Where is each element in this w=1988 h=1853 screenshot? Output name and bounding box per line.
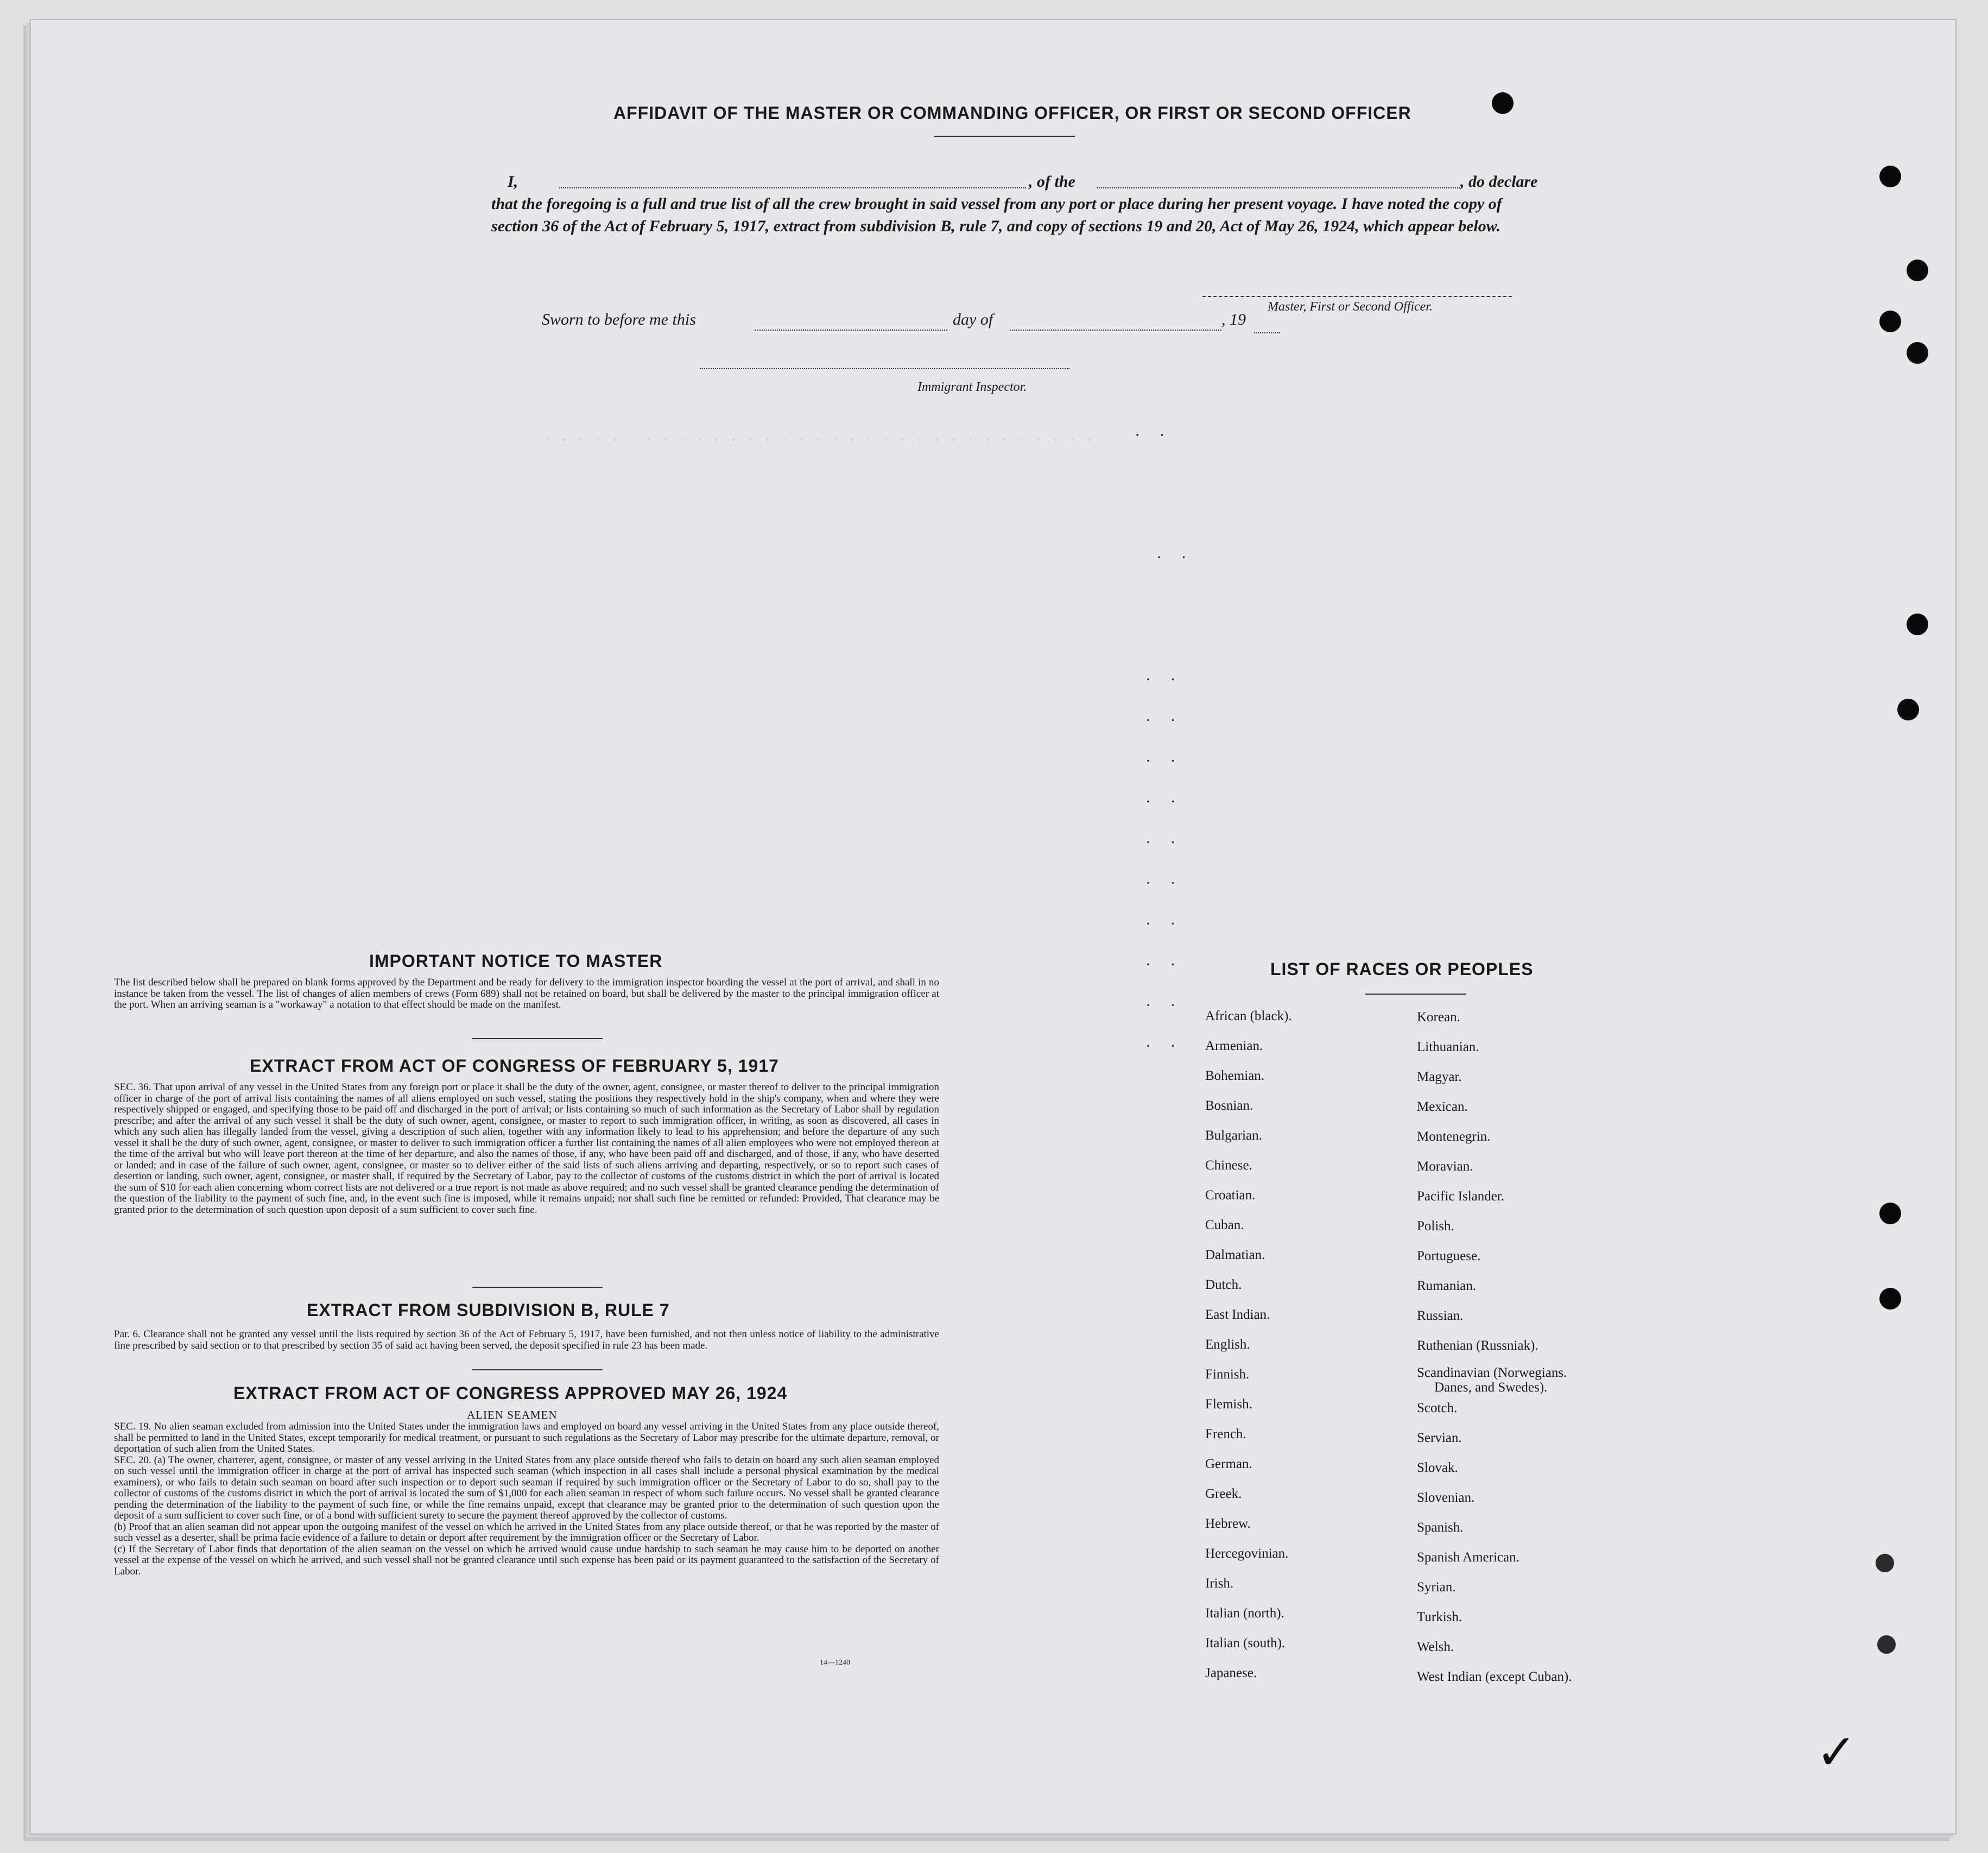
divider: [472, 1038, 603, 1039]
race-item: Montenegrin.: [1417, 1129, 1491, 1144]
race-item: Slovenian.: [1417, 1490, 1475, 1505]
race-item: African (black).: [1205, 1009, 1292, 1023]
dot-leader: · ·: [1145, 956, 1183, 973]
sworn-year-blank: [1254, 332, 1280, 333]
punch-hole: [1492, 92, 1514, 114]
race-item: Irish.: [1205, 1576, 1234, 1591]
punch-hole: [1897, 699, 1919, 720]
master-signature-label: Master, First or Second Officer.: [1268, 300, 1433, 314]
race-item: Lithuanian.: [1417, 1040, 1479, 1054]
race-item: Magyar.: [1417, 1070, 1462, 1084]
race-item: Syrian.: [1417, 1580, 1456, 1595]
race-item: East Indian.: [1205, 1307, 1270, 1322]
race-item: Polish.: [1417, 1219, 1454, 1234]
races-title: LIST OF RACES OR PEOPLES: [1270, 959, 1534, 979]
sec20c-text: (c) If the Secretary of Labor finds that deportation of the alien seaman on the vessel on which he arrived would cause undue hardship to such seaman he may cause him to be deported on another vessel at the expense of the vessel on which he arrived, and such vessel shall not be granted clearance until such expense has been paid or its payment guaranteed to the satisfaction of the Secretary of Labor.: [114, 1543, 939, 1577]
race-item: Scandinavian (Norwegians.: [1417, 1365, 1567, 1380]
divider: [472, 1287, 603, 1288]
race-item: Chinese.: [1205, 1158, 1252, 1173]
race-item: Portuguese.: [1417, 1249, 1481, 1263]
race-item: Greek.: [1205, 1487, 1242, 1501]
dot-leader: · ·: [1135, 426, 1173, 444]
race-item: Spanish American.: [1417, 1550, 1520, 1565]
extract-1917-title: EXTRACT FROM ACT OF CONGRESS OF FEBRUARY 5, 1917: [250, 1056, 779, 1076]
race-item: Bulgarian.: [1205, 1128, 1262, 1143]
race-item: Moravian.: [1417, 1159, 1473, 1174]
race-item: Servian.: [1417, 1431, 1462, 1445]
inspector-label: Immigrant Inspector.: [917, 380, 1027, 394]
race-item: Scotch.: [1417, 1401, 1458, 1415]
race-item: German.: [1205, 1457, 1252, 1471]
inspector-signature-line: [700, 368, 1069, 369]
race-item: Slovak.: [1417, 1460, 1458, 1475]
race-item: French.: [1205, 1427, 1246, 1441]
race-item: West Indian (except Cuban).: [1417, 1669, 1572, 1684]
race-item: Dalmatian.: [1205, 1248, 1265, 1262]
race-item: Japanese.: [1205, 1666, 1257, 1680]
race-item: Hercegovinian.: [1205, 1546, 1289, 1561]
dot-leader: · ·: [1145, 752, 1183, 770]
affidavit-title: AFFIDAVIT OF THE MASTER OR COMMANDING OFFICER, OR FIRST OR SECOND OFFICER: [613, 103, 1411, 123]
punch-hole: [1907, 342, 1928, 364]
sec20a-text: SEC. 20. (a) The owner, charterer, agent, consignee, or master of any vessel arriving in the United States from any place outside thereof who fails to detain on board any such alien seaman employed on such vessel until the immigration officer in charge at the port of arrival has inspected such seaman (which inspection in all cases shall include a personal physical examination by the medical examiners), or who fails to detain such seaman on board after such inspection or to deport such seaman if required by such immigration officer or the Secretary of Labor to do so, shall pay to the collector of customs of the customs district in which the port of arrival is located the sum of $1,000 for each alien seaman in respect of whom such failure occurs. No vessel shall be granted clearance pending the determination of the liability to the payment of such fine, or while the fine remains unpaid, except that clearance may be granted prior to the determination of such question upon the deposit of a sum sufficient to cover such fine, or of a bond with sufficient surety to secure the payment thereof approved by the collector of customs.: [114, 1454, 939, 1521]
race-item: Bosnian.: [1205, 1098, 1253, 1113]
name-blank: [559, 187, 1026, 188]
sec19-text: SEC. 19. No alien seaman excluded from admission into the United States under the immigration laws and employed on board any vessel arriving in the United States from any place outside thereof, shall be permitted to land in the United States, except temporarily for medical treatment, or pursuant to such regulations as the Secretary of Labor may prescribe for the ultimate departure, removal, or deportation of such alien from the United States.: [114, 1421, 939, 1454]
affidavit-i-label: I,: [508, 173, 518, 191]
race-item: Turkish.: [1417, 1610, 1462, 1624]
race-item: Russian.: [1417, 1308, 1464, 1323]
sworn-year: , 19: [1221, 311, 1246, 328]
extract-1917-body: SEC. 36. That upon arrival of any vessel in the United States from any foreign port or place it shall be the duty of the owner, agent, consignee, or master thereof to deliver to the principal immigration officer in charge of the port of arrival lists containing the names of all aliens employed on such vessel, stating the positions they respectively hold in the ship's company, when and where they were respectively shipped or engaged, and specifying those to be paid off and discharged in the port of arrival; or lists containing so much of such information as the Secretary of Labor shall by regulation prescribe; and after the arrival of any such vessel it shall be the duty of such owner, agent, consignee, or master to report to such immigration officer, in writing, as soon as discovered, all cases in which any such alien has illegally landed from the vessel, giving a description of such alien, together with any information likely to lead to his apprehension; and before the departure of any such vessel it shall be the duty of such owner, agent, consignee, or master to deliver to such immigration officer a further list containing the names of all alien employees who were not employed thereon at the time of the arrival but who will leave port thereon at the time of her departure, and also the names of those, if any, who have been paid off and discharged, and of those, if any, who have deserted or landed; and in case of the failure of such owner, agent, consignee, or master so to deliver either of the said lists of such aliens arriving and departing, respectively, or so to report such cases of desertion or landing, such owner, agent, consignee, or master shall, if required by the Secretary of Labor, pay to the collector of customs of the customs district in which the port of arrival is located the sum of $10 for each alien concerning whom correct lists are not delivered or a true report is not made as above required; and no such vessel shall be granted clearance pending the determination of the question of the liability to the payment of such fine, and, in the event such fine is imposed, while it remains unpaid; nor shall such fine be remitted or refunded: Provided, That clearance may be granted prior to the determination of such question upon deposit of a sum sufficient to cover such fine.: [114, 1082, 939, 1216]
race-item: Mexican.: [1417, 1099, 1468, 1114]
sworn-month-blank: [1010, 330, 1221, 331]
punch-hole: [1879, 166, 1901, 187]
dot-leader: · ·: [1145, 915, 1183, 933]
form-number: 14—1240: [820, 1659, 850, 1667]
bleed-through-text: . . . . . . . . . . . . . . . . . . . . . . . . . . . . . . . . .: [543, 429, 1094, 445]
race-item: Ruthenian (Russniak).: [1417, 1338, 1539, 1353]
notice-title: IMPORTANT NOTICE TO MASTER: [369, 951, 663, 971]
sworn-day-blank: [755, 330, 947, 331]
affidavit-of-the-label: , of the: [1029, 173, 1075, 191]
dot-leader: · ·: [1145, 711, 1183, 729]
sworn-prefix: Sworn to before me this: [542, 311, 696, 328]
dot-leader: · ·: [1145, 874, 1183, 892]
punch-hole: [1907, 614, 1928, 635]
race-item: Flemish.: [1205, 1397, 1252, 1412]
extract-1924-body: [114, 1421, 939, 1577]
vessel-blank: [1097, 187, 1460, 188]
sworn-day-of: day of: [953, 311, 993, 328]
dot-leader: · ·: [1145, 996, 1183, 1014]
divider: [1365, 994, 1466, 995]
sec20b-text: (b) Proof that an alien seaman did not appear upon the outgoing manifest of the vessel on which he arrived in the United States from any place outside thereof, or that he was reported by the master of such vessel as a deserter, shall be prima facie evidence of a failure to detain or deport after requirement by the immigration officer or the Secretary of Labor.: [114, 1521, 939, 1544]
race-item: Bohemian.: [1205, 1068, 1265, 1083]
affidavit-paragraph: that the foregoing is a full and true list of all the crew brought in said vessel from any port or place during her present voyage. I have noted the copy of section 36 of the Act of February 5, 1917, extract from subdivision B, rule 7, and copy of sections 19 and 20, Act of May 26, 1924, which appear below.: [491, 195, 1502, 235]
race-item: Pacific Islander.: [1417, 1189, 1505, 1204]
punch-hole: [1877, 1635, 1896, 1654]
signature-line: [1202, 296, 1512, 297]
race-item: Italian (south).: [1205, 1636, 1286, 1650]
extract-1924-title: EXTRACT FROM ACT OF CONGRESS APPROVED MAY 26, 1924: [233, 1383, 788, 1403]
extract-rule7-title: EXTRACT FROM SUBDIVISION B, RULE 7: [307, 1300, 670, 1320]
race-item: Rumanian.: [1417, 1279, 1477, 1293]
race-item: Welsh.: [1417, 1640, 1454, 1654]
dot-leader: · ·: [1145, 1037, 1183, 1055]
handwritten-check-mark: ✓: [1816, 1724, 1857, 1781]
race-item: Italian (north).: [1205, 1606, 1284, 1621]
punch-hole: [1876, 1554, 1894, 1572]
race-item: English.: [1205, 1337, 1250, 1352]
race-item: Finnish.: [1205, 1367, 1250, 1382]
divider: [934, 136, 1075, 137]
dot-leader: · ·: [1145, 671, 1183, 688]
dot-leader: · ·: [1145, 793, 1183, 811]
race-item: Armenian.: [1205, 1039, 1263, 1053]
divider: [472, 1369, 603, 1370]
dot-leader: · ·: [1145, 833, 1183, 851]
punch-hole: [1907, 260, 1928, 281]
race-item: Cuban.: [1205, 1218, 1244, 1232]
notice-body: The list described below shall be prepared on blank forms approved by the Department and be ready for delivery to the immigration inspector boarding the vessel at the port of arrival, and shall in no instance be taken from the vessel. The list of changes of alien members of crews (Form 689) shall not be retained on board, but shall be delivered by the master to the principal immigration officer at the port. When an arriving seaman is a "workaway" a notation to that effect should be made on the manifest.: [114, 977, 939, 1010]
alien-seamen-subtitle: ALIEN SEAMEN: [467, 1408, 558, 1421]
affidavit-declare-label: , do declare: [1460, 173, 1538, 191]
extract-rule7-body: Par. 6. Clearance shall not be granted any vessel until the lists required by section 36 of the Act of February 5, 1917, have been furnished, and not then unless notice of liability to the administrative fine prescribed by said section or to that prescribed by section 35 of said act having been served, the deposit specified in rule 23 has been made.: [114, 1329, 939, 1351]
race-item: Dutch.: [1205, 1278, 1242, 1292]
race-item: Korean.: [1417, 1010, 1460, 1024]
race-item: Hebrew.: [1205, 1516, 1251, 1531]
punch-hole: [1879, 311, 1901, 332]
dot-leader: · ·: [1156, 548, 1194, 566]
punch-hole: [1879, 1203, 1901, 1224]
race-item-continued: Danes, and Swedes).: [1434, 1380, 1548, 1395]
race-item: Spanish.: [1417, 1520, 1464, 1535]
race-item: Croatian.: [1205, 1188, 1256, 1203]
punch-hole: [1879, 1288, 1901, 1310]
